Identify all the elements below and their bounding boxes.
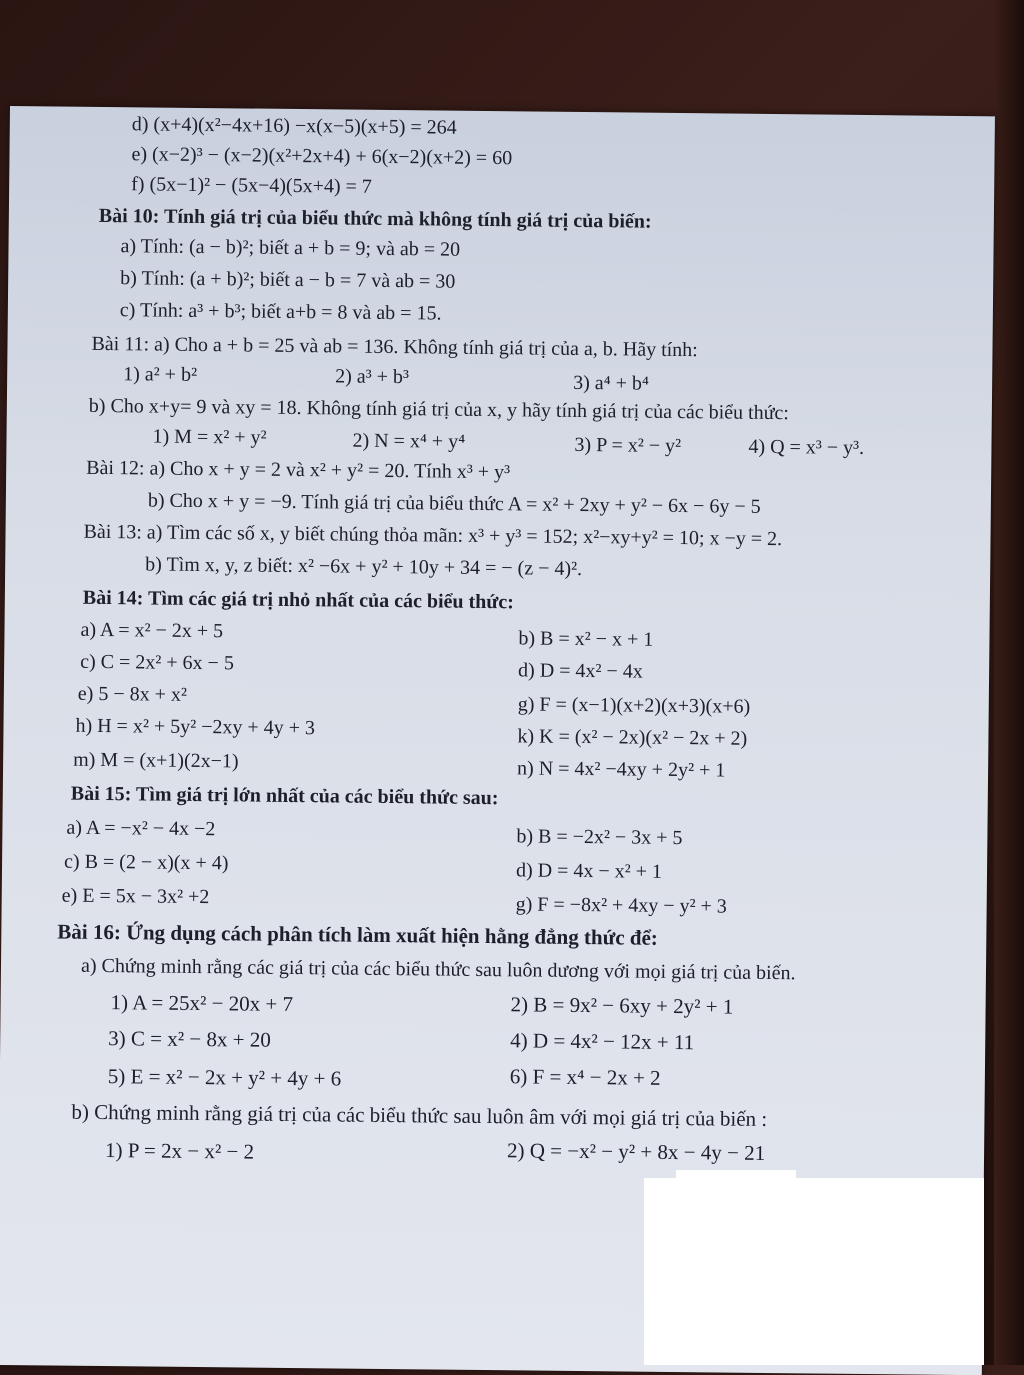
bai-16a-6: 6) F = x⁴ − 2x + 2 bbox=[509, 1064, 661, 1090]
bai-15e: e) E = 5x − 3x² +2 bbox=[61, 884, 210, 909]
bai-10b: b) Tính: (a + b)²; biết a − b = 7 và ab = 30 bbox=[120, 267, 456, 293]
bai-14d: d) D = 4x² − 4x bbox=[518, 659, 643, 683]
bai-10c: c) Tính: a³ + b³; biết a+b = 8 và ab = 15. bbox=[119, 299, 442, 325]
bai-11a-3: 3) a⁴ + b⁴ bbox=[573, 371, 650, 395]
bai-14n: n) N = 4x² −4xy + 2y² + 1 bbox=[516, 757, 726, 782]
bai-15-title: Bài 15: Tìm giá trị lớn nhất của các biểu thức sau: bbox=[70, 782, 499, 810]
bai-14k: k) K = (x² − 2x)(x² − 2x + 2) bbox=[517, 725, 748, 750]
bai-11b-1: 1) M = x² + y² bbox=[152, 425, 267, 449]
bai-14m: m) M = (x+1)(2x−1) bbox=[73, 748, 239, 773]
bai-11a-1: 1) a² + b² bbox=[123, 363, 198, 386]
bai-14g: g) F = (x−1)(x+2)(x+3)(x+6) bbox=[517, 693, 751, 718]
bai-11b-4: 4) Q = x³ − y³. bbox=[748, 435, 865, 459]
bai-16a: a) Chứng minh rằng các giá trị của các biểu thức sau luôn dương với mọi giá trị của biến. bbox=[80, 954, 796, 985]
wood-table-edge bbox=[994, 0, 1024, 1365]
redaction-patch bbox=[644, 1178, 984, 1365]
bai-16a-1: 1) A = 25x² − 20x + 7 bbox=[110, 990, 294, 1017]
exercise-9d: d) (x+4)(x²−4x+16) −x(x−5)(x+5) = 264 bbox=[131, 113, 457, 139]
bai-16-title: Bài 16: Ứng dụng cách phân tích làm xuất hiện hằng đẳng thức để: bbox=[57, 919, 658, 950]
bai-16b-2: 2) Q = −x² − y² + 8x − 4y − 21 bbox=[506, 1138, 766, 1165]
bai-14b: b) B = x² − x + 1 bbox=[518, 627, 654, 651]
bai-11b-3: 3) P = x² − y² bbox=[574, 433, 682, 458]
bai-14a: a) A = x² − 2x + 5 bbox=[80, 618, 224, 643]
bai-16b-1: 1) P = 2x − x² − 2 bbox=[104, 1138, 255, 1164]
bai-11a-2: 2) a³ + b³ bbox=[335, 365, 410, 389]
bai-14-title: Bài 14: Tìm các giá trị nhỏ nhất của các biểu thức: bbox=[82, 586, 515, 614]
bai-15b: b) B = −2x² − 3x + 5 bbox=[516, 825, 683, 850]
bai-15c: c) B = (2 − x)(x + 4) bbox=[63, 850, 229, 875]
bai-13a: Bài 13: a) Tìm các số x, y biết chúng thỏa mãn: x³ + y³ = 152; x²−xy+y² = 10; x −y = 2. bbox=[83, 520, 783, 551]
bai-11b-2: 2) N = x⁴ + y⁴ bbox=[352, 429, 466, 453]
bai-14e: e) 5 − 8x + x² bbox=[77, 682, 188, 706]
bai-15a: a) A = −x² − 4x −2 bbox=[66, 816, 216, 841]
exercise-9f: f) (5x−1)² − (5x−4)(5x+4) = 7 bbox=[131, 173, 372, 198]
bai-16a-3: 3) C = x² − 8x + 20 bbox=[108, 1026, 271, 1052]
bai-10-title: Bài 10: Tính giá trị của biểu thức mà không tính giá trị của biến: bbox=[98, 204, 652, 233]
bai-11b: b) Cho x+y= 9 và xy = 18. Không tính giá trị của x, y hãy tính giá trị của các biểu thức: bbox=[88, 394, 790, 425]
bai-12b: b) Cho x + y = −9. Tính giá trị của biểu thức A = x² + 2xy + y² − 6x − 6y − 5 bbox=[147, 489, 761, 518]
bai-15g: g) F = −8x² + 4xy − y² + 3 bbox=[515, 893, 727, 918]
bai-16a-5: 5) E = x² − 2x + y² + 4y + 6 bbox=[107, 1064, 342, 1091]
bai-14c: c) C = 2x² + 6x − 5 bbox=[80, 650, 235, 675]
bai-14h: h) H = x² + 5y² −2xy + 4y + 3 bbox=[75, 714, 316, 740]
bai-10a: a) Tính: (a − b)²; biết a + b = 9; và ab = 20 bbox=[120, 235, 461, 261]
bai-11-title: Bài 11: a) Cho a + b = 25 và ab = 136. Không tính giá trị của a, b. Hãy tính: bbox=[91, 332, 698, 362]
exercise-9e: e) (x−2)³ − (x−2)(x²+2x+4) + 6(x−2)(x+2) = 60 bbox=[131, 143, 513, 170]
bai-16a-4: 4) D = 4x² − 12x + 11 bbox=[510, 1028, 695, 1055]
bai-13b: b) Tìm x, y, z biết: x² −6x + y² + 10y + 34 = − (z − 4)². bbox=[145, 553, 583, 581]
bai-16a-2: 2) B = 9x² − 6xy + 2y² + 1 bbox=[510, 992, 734, 1019]
bai-12a: Bài 12: a) Cho x + y = 2 và x² + y² = 20. Tính x³ + y³ bbox=[86, 456, 511, 484]
bai-16b: b) Chứng minh rằng giá trị của các biểu thức sau luôn âm với mọi giá trị của biến : bbox=[71, 1099, 768, 1131]
bai-15d: d) D = 4x − x² + 1 bbox=[515, 859, 663, 883]
